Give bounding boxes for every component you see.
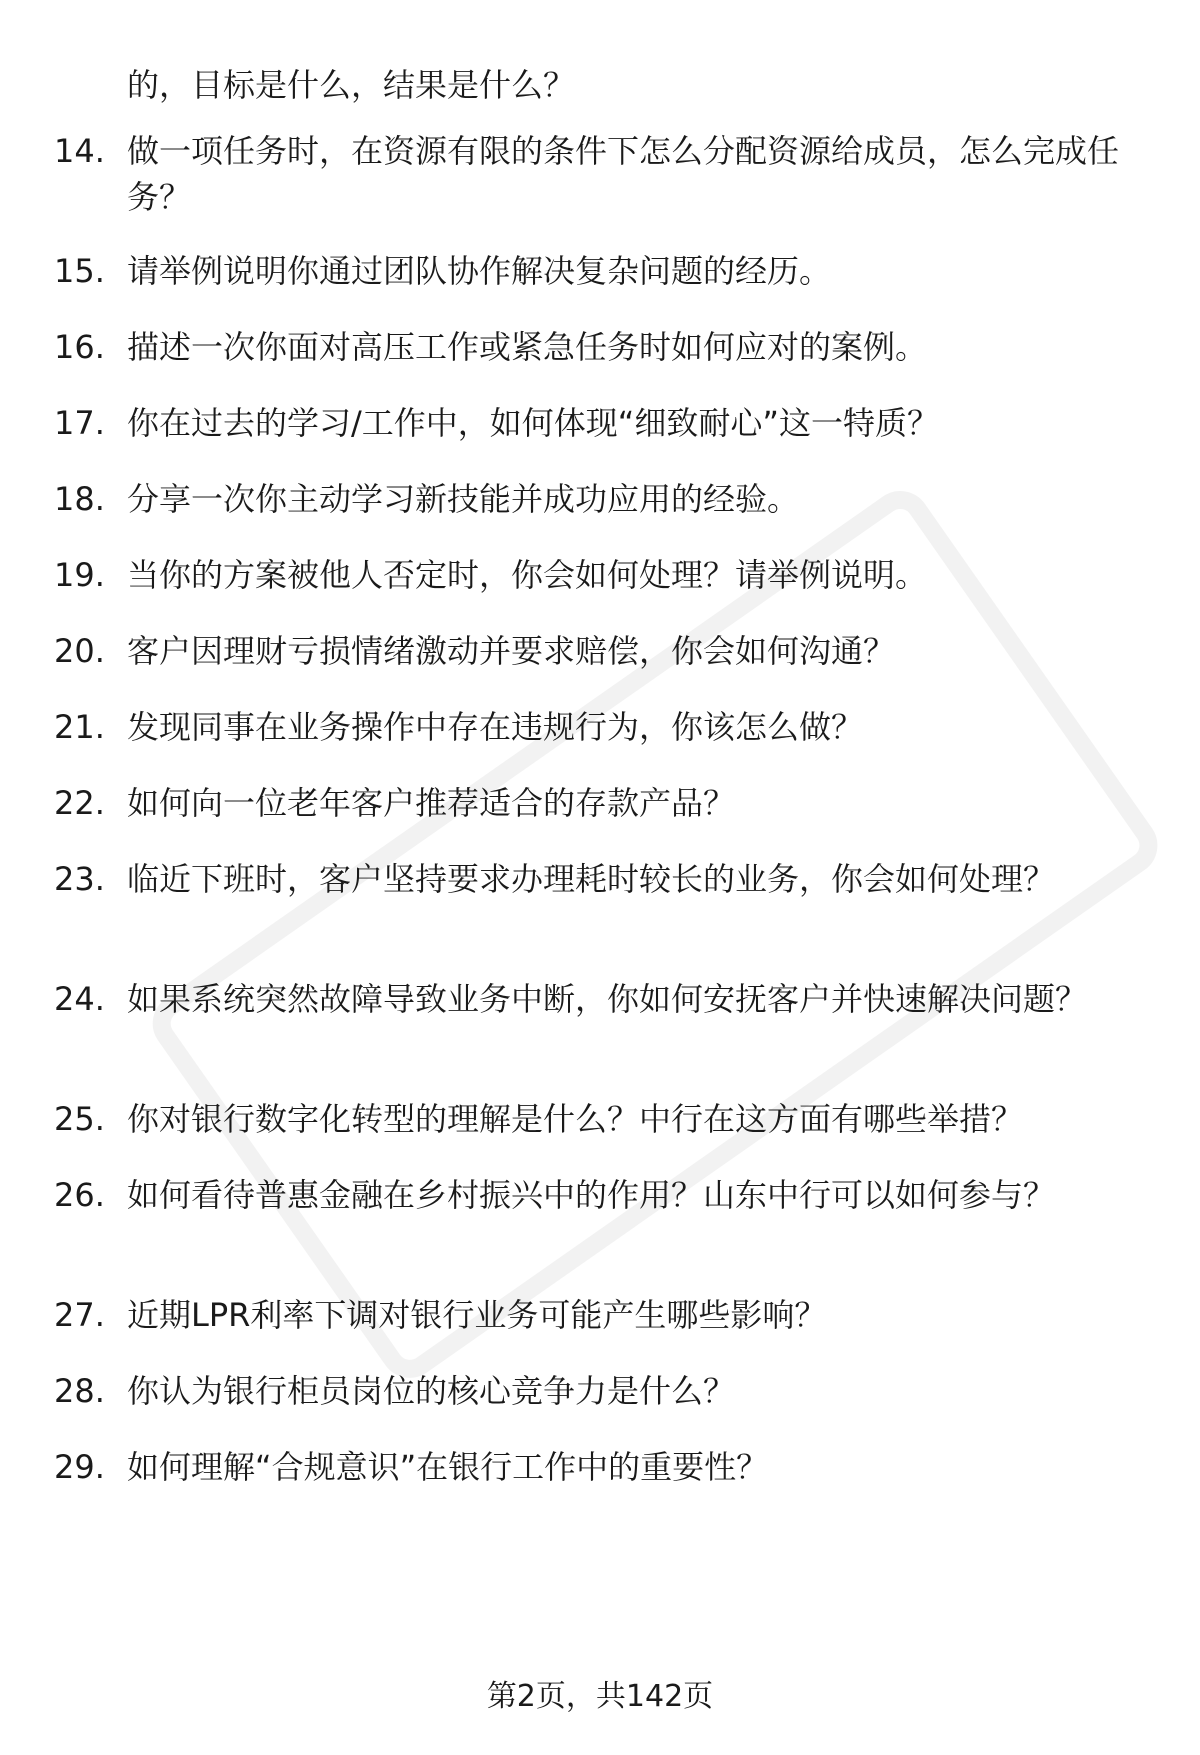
question-number: 19. (54, 556, 105, 594)
question-number: 20. (54, 632, 105, 670)
question-text: 描述一次你面对高压工作或紧急任务时如何应对的案例。 (127, 328, 928, 366)
question-number: 18. (54, 480, 105, 518)
question-number: 15. (54, 252, 105, 290)
question-text: 如何看待普惠金融在乡村振兴中的作用？山东中行可以如何参与？ (127, 1176, 1056, 1214)
question-number: 29. (54, 1448, 105, 1486)
question-text: 请举例说明你通过团队协作解决复杂问题的经历。 (127, 252, 832, 290)
question-number: 17. (54, 404, 105, 442)
question-number: 26. (54, 1176, 105, 1214)
question-text: 如果系统突然故障导致业务中断，你如何安抚客户并快速解决问题？ (127, 980, 1088, 1018)
question-text: 如何理解“合规意识”在银行工作中的重要性？ (127, 1448, 769, 1486)
question-text: 分享一次你主动学习新技能并成功应用的经验。 (127, 480, 800, 518)
question-number: 27. (54, 1296, 105, 1334)
question-number: 28. (54, 1372, 105, 1410)
watermark-mark (141, 479, 1169, 1389)
question-text: 做一项任务时，在资源有限的条件下怎么分配资源给成员，怎么完成任务？ (127, 132, 1120, 216)
question-number: 23. (54, 860, 105, 898)
continuation-text: 的，目标是什么，结果是什么？ (127, 66, 576, 104)
question-number: 25. (54, 1100, 105, 1138)
question-number: 22. (54, 784, 105, 822)
question-text: 当你的方案被他人否定时，你会如何处理？请举例说明。 (127, 556, 928, 594)
question-text: 客户因理财亏损情绪激动并要求赔偿，你会如何沟通？ (127, 632, 896, 670)
question-number: 14. (54, 132, 105, 170)
question-text: 你对银行数字化转型的理解是什么？中行在这方面有哪些举措？ (127, 1100, 1024, 1138)
page-footer: 第2页，共142页 (486, 1679, 714, 1714)
question-text: 如何向一位老年客户推荐适合的存款产品？ (127, 784, 736, 822)
question-number: 21. (54, 708, 105, 746)
question-text: 你在过去的学习/工作中，如何体现“细致耐心”这一特质？ (127, 404, 939, 442)
question-text: 近期LPR利率下调对银行业务可能产生哪些影响？ (127, 1296, 827, 1334)
question-text: 你认为银行柜员岗位的核心竞争力是什么？ (127, 1372, 736, 1410)
question-text: 发现同事在业务操作中存在违规行为，你该怎么做？ (127, 708, 864, 746)
question-text: 临近下班时，客户坚持要求办理耗时较长的业务，你会如何处理？ (127, 860, 1056, 898)
question-number: 24. (54, 980, 105, 1018)
question-number: 16. (54, 328, 105, 366)
